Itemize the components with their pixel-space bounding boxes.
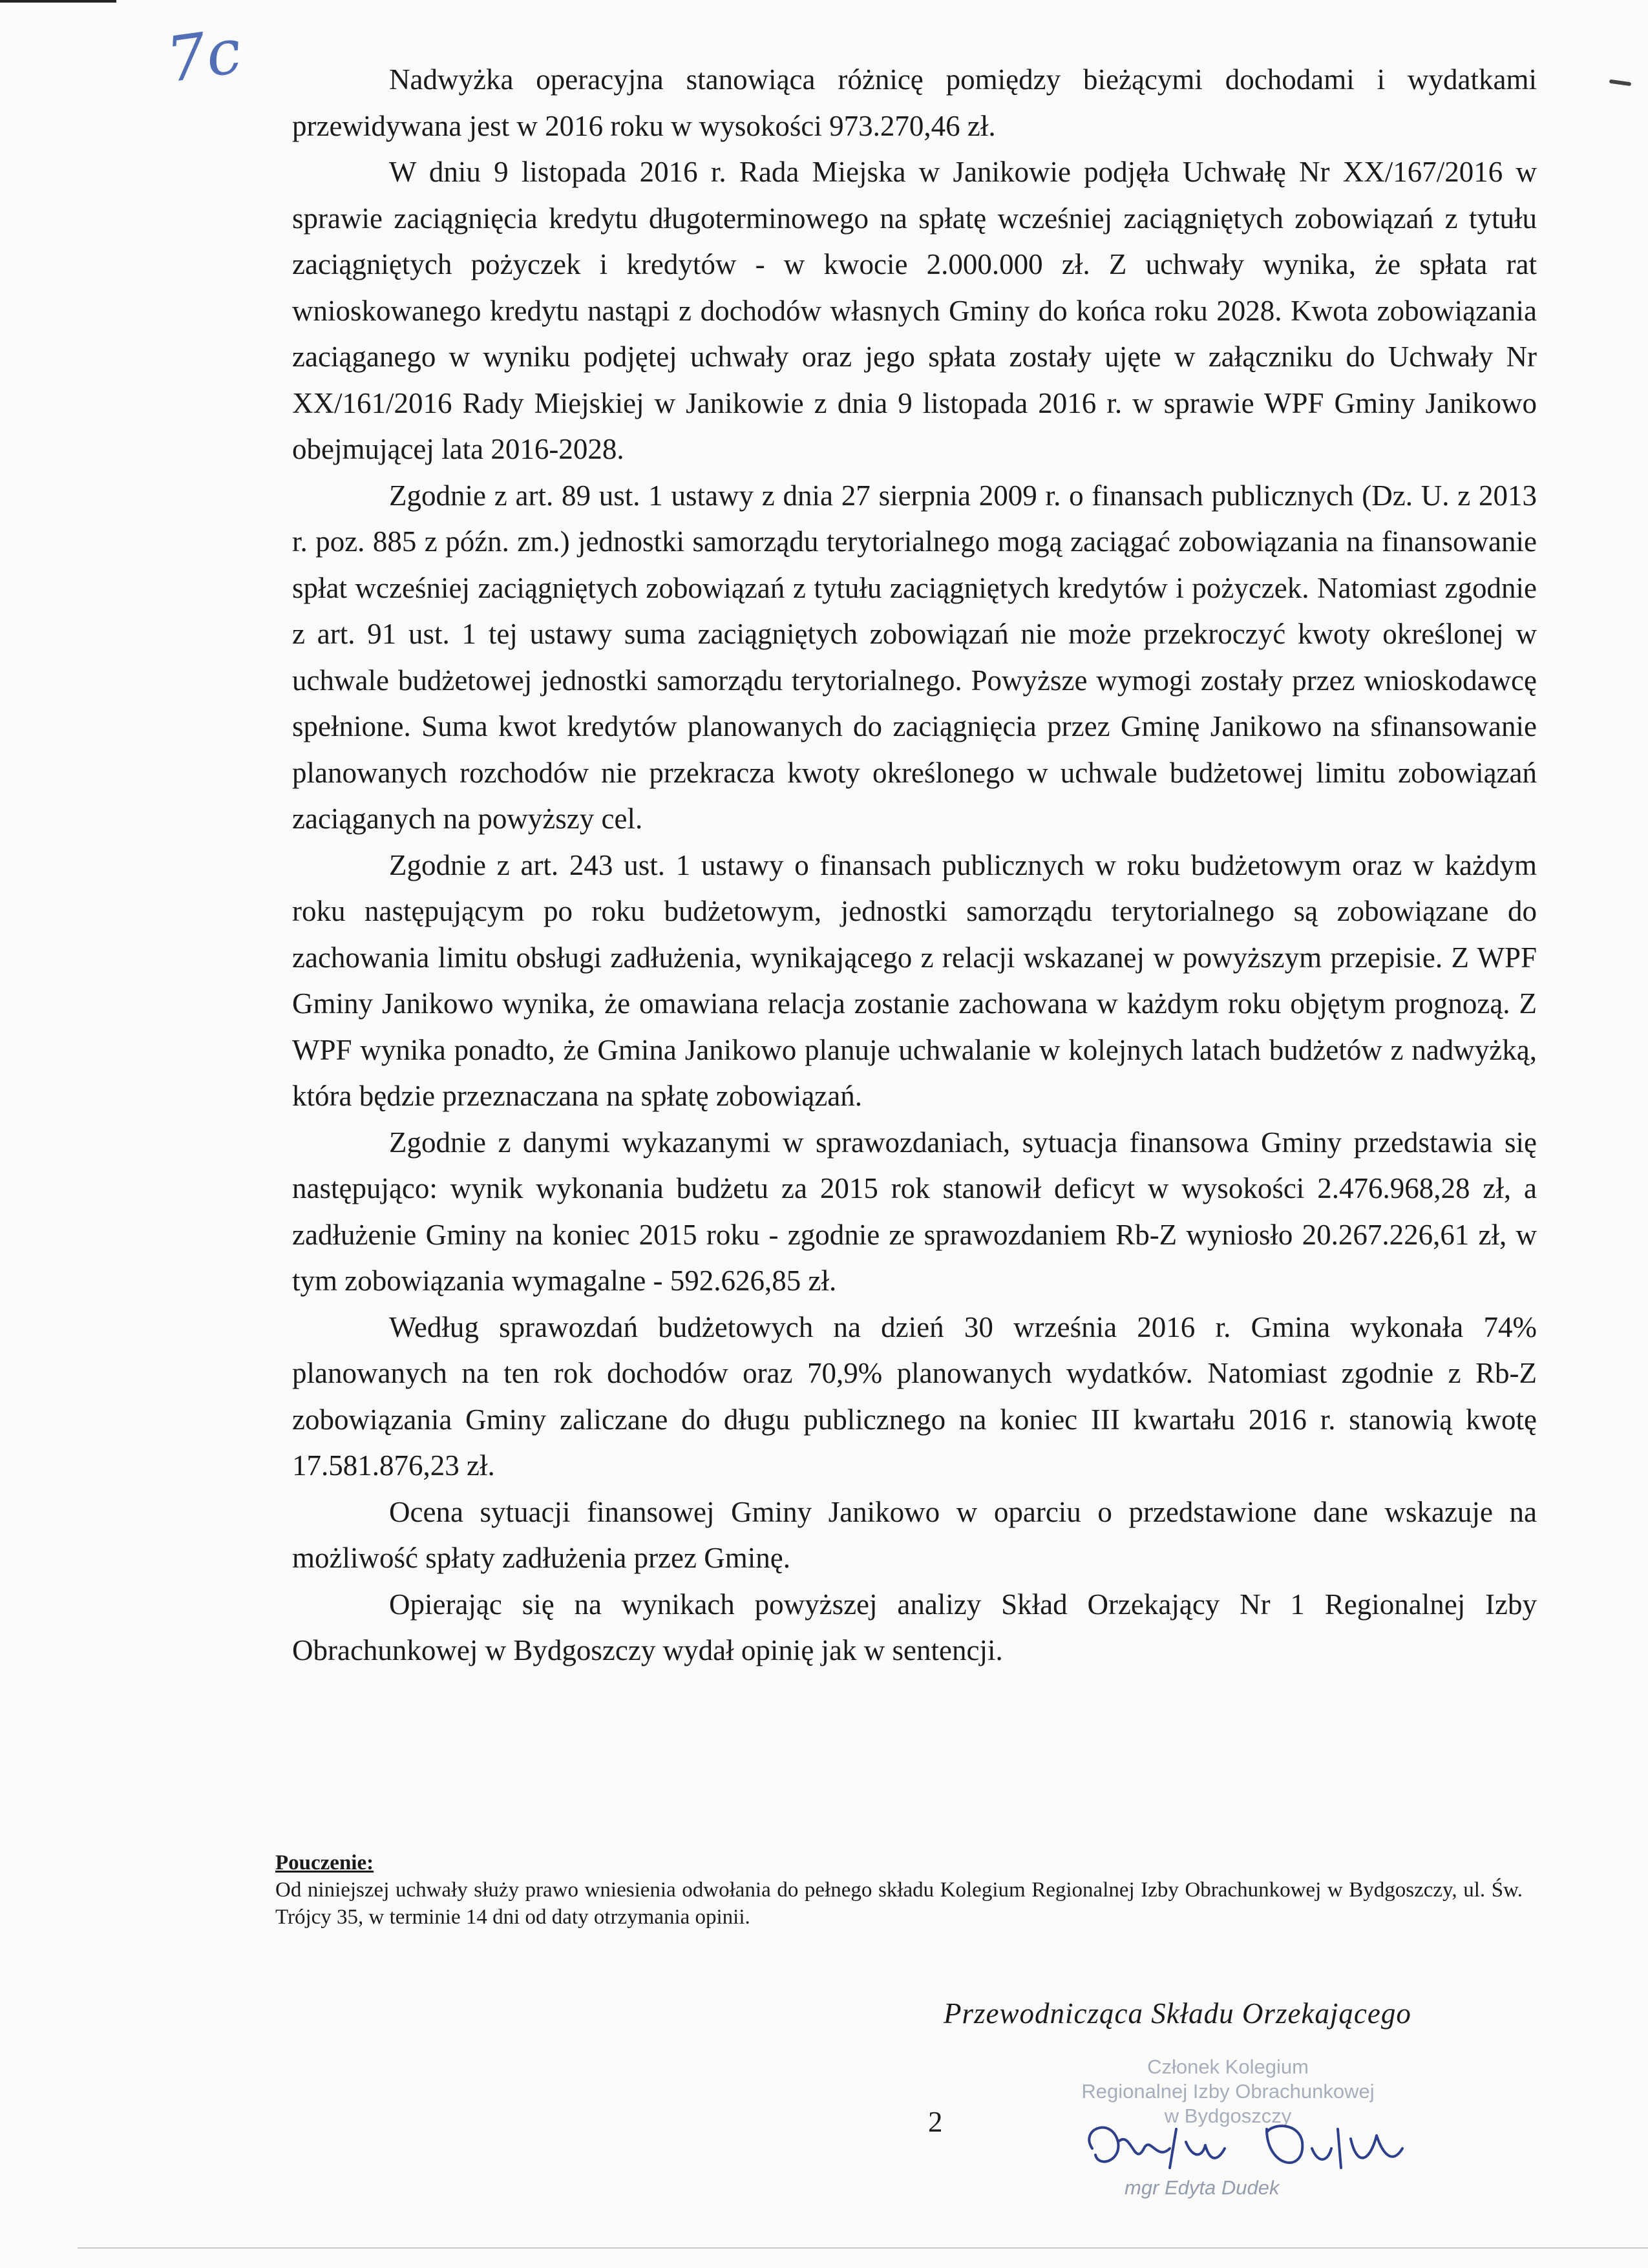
notice-title: Pouczenie: <box>275 1851 374 1874</box>
margin-mark <box>1609 76 1648 83</box>
paragraph-council-resolution: W dniu 9 listopada 2016 r. Rada Miejska w Janikowie podjęła Uchwałę Nr XX/167/2016 w sprawie zaciągnięcia kredytu długoterminowego na spłatę wcześniej zaciągniętych zobowiązań z tytułu zaciągniętych pożyczek i kredytów - w kwocie 2.000.000 zł. Z uchwały wynika, że spłata rat wnioskowanego kredytu nastąpi z dochodów własnych Gminy do końca roku 2028. Kwota zobowiązania zaciąganego w wyniku podjętej uchwały oraz jego spłata zostały ujęte w załączniku do Uchwały Nr XX/161/2016 Rady Miejskiej w Janikowie z dnia 9 listopada 2016 r. w sprawie WPF Gminy Janikowo obejmującej lata 2016-2028. <box>292 156 1537 465</box>
instruction-notice <box>275 1849 1523 1931</box>
paragraph-financial-situation: Zgodnie z danymi wykazanymi w sprawozdaniach, sytuacja finansowa Gminy przedstawia się następująco: wynik wykonania budżetu za 2015 rok stanowił deficyt w wysokości 2.476.968,28 zł, a zadłużenie Gminy na koniec 2015 roku - zgodnie ze sprawozdaniem Rb-Z wyniosło 20.267.226,61 zł, w tym zobowiązania wymagalne - 592.626,85 zł. <box>292 1126 1537 1297</box>
paragraph-assessment: Ocena sytuacji finansowej Gminy Janikowo w oparciu o przedstawione dane wskazuje na możliwość spłaty zadłużenia przez Gminę. <box>292 1495 1537 1574</box>
stamp-line: Regionalnej Izby Obrachunkowej <box>1081 2080 1375 2103</box>
handwritten-signature <box>1073 2103 1409 2187</box>
paragraph-budget-reports: Według sprawozdań budżetowych na dzień 30 września 2016 r. Gmina wykonała 74% planowanych na ten rok dochodów oraz 70,9% planowanych wydatków. Natomiast zgodnie z Rb-Z zobowiązania Gminy zaliczane do długu publicznego na koniec III kwartału 2016 r. stanowią kwotę 17.581.876,23 zł. <box>292 1310 1537 1482</box>
page-edge-bottom <box>78 2247 1648 2249</box>
signer-name: mgr Edyta Dudek <box>1125 2176 1280 2199</box>
signature-title: Przewodnicząca Składu Orzekającego <box>944 1997 1411 2030</box>
document-body <box>292 57 1537 1674</box>
pen-mark <box>1609 79 1632 87</box>
stamp-line: w Bydgoszczy <box>1164 2105 1292 2127</box>
paragraph-conclusion: Opierając się na wynikach powyższej analizy Skład Orzekający Nr 1 Regionalnej Izby Obrachunkowej w Bydgoszczy wydał opinię jak w sentencji. <box>292 1588 1537 1666</box>
page-number: 2 <box>928 2106 943 2138</box>
stamp-line: Członek Kolegium <box>1147 2055 1309 2078</box>
handwritten-margin-note: 7c <box>162 14 246 97</box>
paragraph-operating-surplus: Nadwyżka operacyjna stanowiąca różnicę pomiędzy bieżącymi dochodami i wydatkami przewidywana jest w 2016 roku w wysokości 973.270,46 zł. <box>292 63 1537 142</box>
paragraph-art-243: Zgodnie z art. 243 ust. 1 ustawy o finansach publicznych w roku budżetowym oraz w każdym roku następującym po roku budżetowym, jednostki samorządu terytorialnego są zobowiązane do zachowania limitu obsługi zadłużenia, wynikającego z relacji wskazanej w powyższym przepisie. Z WPF Gminy Janikowo wynika, że omawiana relacja zostanie zachowana w każdym roku objętym prognozą. Z WPF wynika ponadto, że Gmina Janikowo planuje uchwalanie w kolejnych latach budżetów z nadwyżką, która będzie przeznaczana na spłatę zobowiązań. <box>292 848 1537 1112</box>
page-edge-top <box>0 0 116 3</box>
notice-text: Od niniejszej uchwały służy prawo wniesienia odwołania do pełnego składu Kolegium Regionalnej Izby Obrachunkowej w Bydgoszczy, ul. Św. Trójcy 35, w terminie 14 dni od daty otrzymania opinii. <box>275 1878 1523 1929</box>
paragraph-art-89: Zgodnie z art. 89 ust. 1 ustawy z dnia 27 sierpnia 2009 r. o finansach publicznych (Dz. U. z 2013 r. poz. 885 z późn. zm.) jednostki samorządu terytorialnego mogą zaciągać zobowiązania na finansowanie spłat wcześniej zaciągniętych zobowiązań z tytułu zaciągniętych kredytów i pożyczek. Natomiast zgodnie z art. 91 ust. 1 tej ustawy suma zaciągniętych zobowiązań nie może przekroczyć kwoty określonej w uchwale budżetowej jednostki samorządu terytorialnego. Powyższe wymogi zostały przez wnioskodawcę spełnione. Suma kwot kredytów planowanych do zaciągnięcia przez Gminę Janikowo na sfinansowanie planowanych rozchodów nie przekracza kwoty określonego w uchwale budżetowej limitu zobowiązań zaciąganych na powyższy cel. <box>292 479 1537 835</box>
